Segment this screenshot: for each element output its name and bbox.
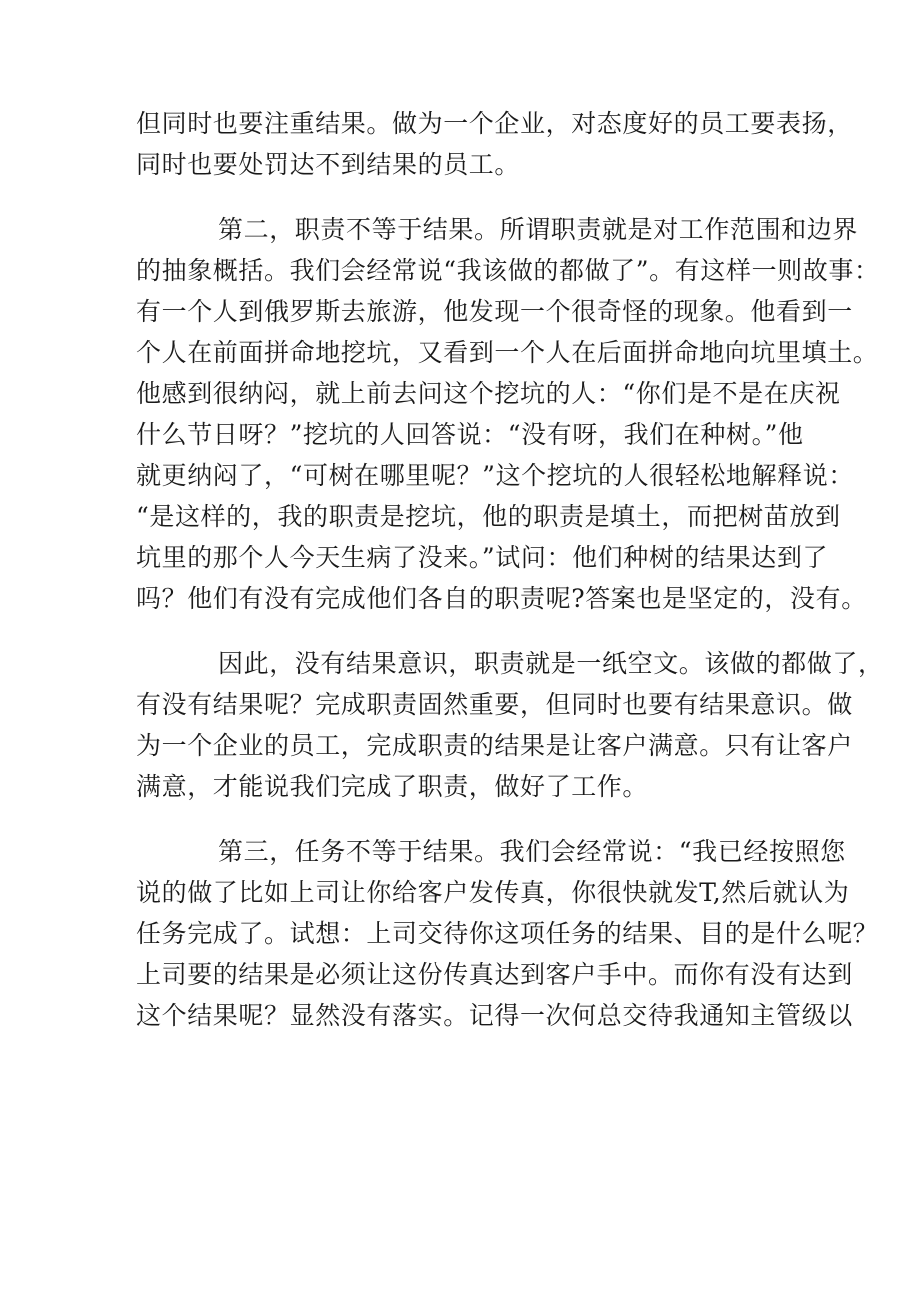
text-line: 任务完成了。试想：上司交待你这项任务的结果、目的是什么呢？: [136, 919, 879, 948]
text-line: 就更纳闷了，“可树在哪里呢？”这个挖坑的人很轻松地解释说：: [136, 461, 854, 490]
text-line: 第二，职责不等于结果。所谓职责就是对工作范围和边界: [218, 215, 859, 244]
text-line: 为一个企业的员工，完成职责的结果是让客户满意。只有让客户: [136, 731, 853, 760]
paragraph-1: [136, 103, 853, 185]
text-line: 满意，才能说我们完成了职责，做好了工作。: [136, 772, 649, 801]
text-line: 的抽象概括。我们会经常说“我该做的都做了”。有这样一则故事：: [136, 256, 880, 285]
text-line: 坑里的那个人今天生病了没来。”试问：他们种树的结果达到了: [136, 543, 829, 572]
document-page: [136, 103, 884, 1036]
text-line: 有一个人到俄罗斯去旅游，他发现一个很奇怪的现象。他看到一: [136, 297, 853, 326]
text-line: 有没有结果呢？完成职责固然重要，但同时也要有结果意识。做: [136, 690, 853, 719]
paragraph-4: [136, 831, 879, 1036]
text-line: 说的做了比如上司让你给客户发传真，你很快就发T,然后就认为: [136, 878, 850, 907]
text-line: 上司要的结果是必须让这份传真达到客户手中。而你有没有达到: [136, 960, 853, 989]
text-line: 吗？他们有没有完成他们各自的职责呢?答案也是坚定的，没有。: [136, 584, 867, 613]
text-line: 什么节日呀？”挖坑的人回答说：“没有呀，我们在种树。”他: [136, 420, 804, 449]
text-line: “是这样的，我的职责是挖坑，他的职责是填土，而把树苗放到: [136, 502, 841, 531]
text-line: 因此，没有结果意识，职责就是一纸空文。该做的都做了，: [218, 649, 884, 678]
text-line: 他感到很纳闷，就上前去问这个挖坑的人：“你们是不是在庆祝: [136, 379, 841, 408]
text-line: 个人在前面拼命地挖坑，又看到一个人在后面拼命地向坑里填土。: [136, 338, 879, 367]
paragraph-2: [136, 209, 880, 619]
text-line: 这个结果呢？显然没有落实。记得一次何总交待我通知主管级以: [136, 1001, 853, 1030]
text-line: 但同时也要注重结果。做为一个企业，对态度好的员工要表扬，: [136, 109, 853, 138]
paragraph-3: [136, 643, 884, 807]
text-line: 同时也要处罚达不到结果的员工。: [136, 150, 521, 179]
text-line: 第三，任务不等于结果。我们会经常说：“我已经按照您: [218, 837, 846, 866]
